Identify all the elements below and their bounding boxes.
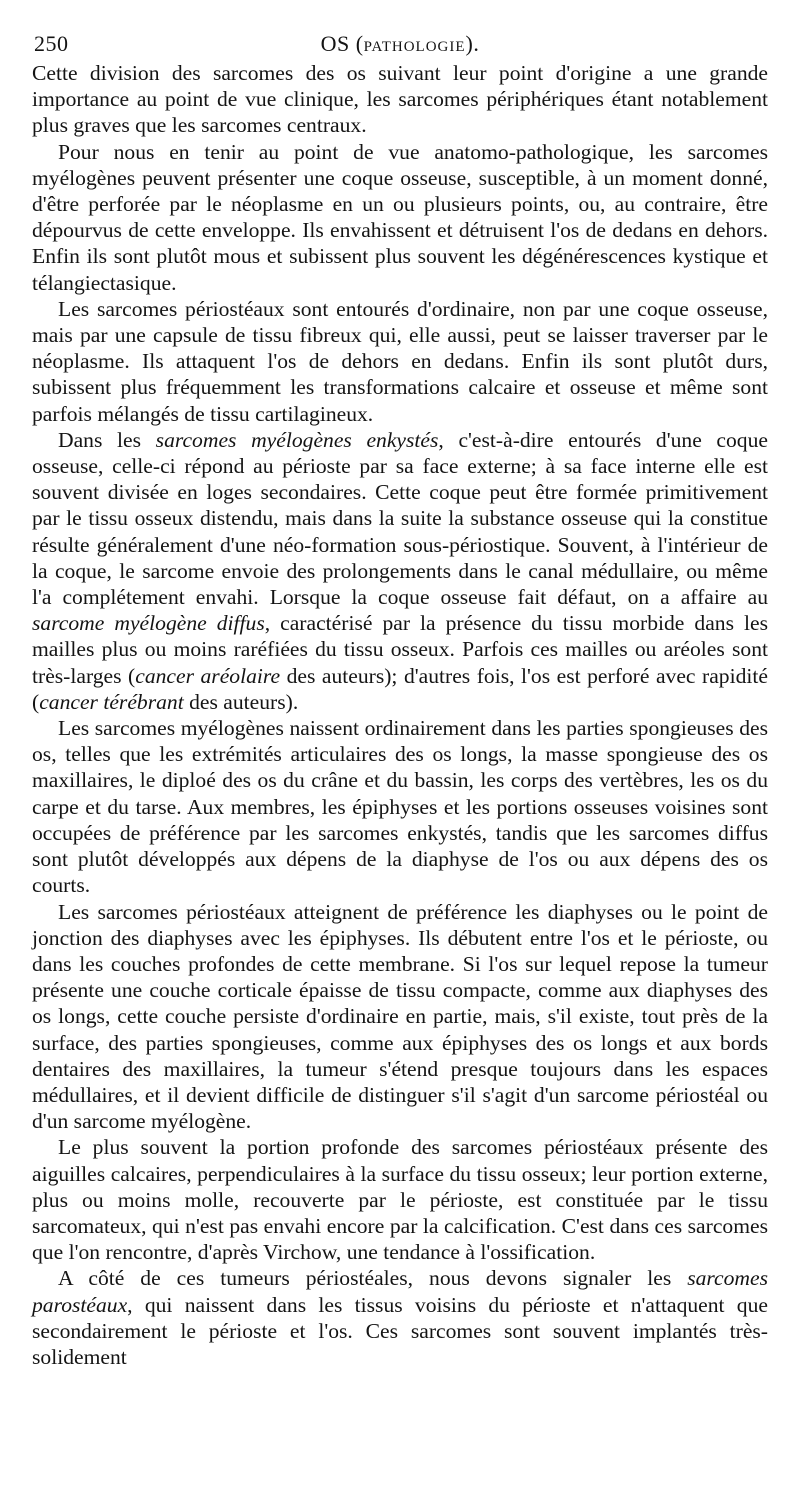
paragraph-text: Cette division des sarcomes des os suivant leur point d'origine a une grande importance au point de vue clinique, les sarcomes périphériques étant notablement plus graves que les sarcomes centraux.	[32, 61, 768, 138]
paragraph-text: Le plus souvent la portion profonde des sarcomes périostéaux présente des aiguilles calcaires, perpendiculaires à la surface du tissu osseux; leur portion externe, plus ou moins molle, recouverte par le périoste, est constituée par le tissu sarcomateux, qui n'est pas envahi encore par la calcification. C'est dans ces sarcomes que l'on rencontre, d'après Virchow, une tendance à l'ossification.	[32, 1135, 768, 1265]
paragraph-text: , caractérisé par la présence du tissu morbide dans les mailles plus ou moins raréfiées du tissu osseux. Parfois ces mailles ou aréoles sont très-larges (	[32, 611, 768, 688]
body-text	[32, 60, 768, 1370]
italic-term: sarcomes myélogènes enkystés	[155, 427, 439, 452]
paragraph	[32, 1265, 768, 1370]
paragraph-text: Pour nous en tenir au point de vue anatomo-pathologique, les sarcomes myélogènes peuvent présenter une coque osseuse, susceptible, à un moment donné, d'être perforée par le néoplasme en un ou plusieurs points, ou, au contraire, être dépourvus de cette enveloppe. Ils envahissent et détruisent l'os de dedans en dehors. Enfin ils sont plutôt mous et subissent plus souvent les dégénérescences kystique et télangiectasique.	[32, 139, 768, 295]
paragraph-text: des auteurs); d'autres fois, l'os est perforé avec rapidité (	[32, 663, 768, 714]
paragraph-text: Dans les	[58, 427, 156, 452]
book-page	[32, 28, 768, 1370]
italic-term: cancer aréolaire	[135, 663, 281, 688]
running-title-subtitle: PATHOLOGIE	[363, 39, 466, 55]
paragraph	[32, 296, 768, 427]
paragraph-text: Les sarcomes myélogènes naissent ordinairement dans les parties spongieuses des os, telles que les extrémités articulaires des os longs, la masse spongieuse des os maxillaires, le diploé des os du crâne et du bassin, les corps des vertèbres, les os du carpe et du tarse. Aux membres, les épiphyses et les portions osseuses voisines sont occupées de préférence par les sarcomes enkystés, tandis que les sarcomes diffus sont plutôt développés aux dépens de la diaphyse de l'os ou aux dépens des os courts.	[32, 716, 768, 898]
italic-term: sarcome myélogène diffus	[32, 611, 265, 636]
paragraph	[32, 899, 768, 1135]
running-title-end: ).	[465, 31, 480, 56]
paragraph	[32, 139, 768, 296]
paragraph-text: , qui naissent dans les tissus voisins du périoste et n'attaquent que secondairement le périoste et l'os. Ces sarcomes sont souvent implantés très-solidement	[32, 1292, 768, 1369]
paragraph-text: A côté de ces tumeurs périostéales, nous devons signaler les	[58, 1266, 688, 1291]
running-title	[32, 28, 768, 63]
running-head	[32, 28, 768, 60]
paragraph	[32, 1134, 768, 1265]
paragraph-text: Les sarcomes périostéaux atteignent de préférence les diaphyses ou le point de jonction des diaphyses avec les épiphyses. Ils débutent entre l'os et le périoste, ou dans les couches profondes de cette membrane. Si l'os sur lequel repose la tumeur présente une couche corticale épaisse de tissu compacte, comme aux diaphyses des os longs, cette couche persiste d'ordinaire en partie, mais, s'il existe, tout près de la surface, des parties spongieuses, comme aux épiphyses des os longs et aux bords dentaires des maxillaires, la tumeur s'étend presque toujours dans les espaces médullaires, et il devient difficile de distinguer s'il s'agit d'un sarcome périostéal ou d'un sarcome myélogène.	[32, 899, 768, 1134]
page-number: 250	[34, 31, 69, 56]
italic-term: cancer térébrant	[39, 689, 184, 714]
paragraph	[32, 715, 768, 898]
italic-term: sarcomes parostéaux	[32, 1266, 768, 1317]
paragraph-text: Les sarcomes périostéaux sont entourés d'ordinaire, non par une coque osseuse, mais par une capsule de tissu fibreux qui, elle aussi, peut se laisser traverser par le néoplasme. Ils attaquent l'os de dehors en dedans. Enfin ils sont plutôt durs, subissent plus fréquemment les transformations calcaire et osseuse et même sont parfois mélangés de tissu cartilagineux.	[32, 296, 768, 426]
paragraph-text: des auteurs).	[183, 689, 299, 714]
paragraph	[32, 60, 768, 139]
running-title-main: OS (	[320, 31, 364, 56]
paragraph	[32, 427, 768, 715]
paragraph-text: , c'est-à-dire entourés d'une coque osseuse, celle-ci répond au périoste par sa face externe; à sa face interne elle est souvent divisée en loges secondaires. Cette coque peut être formée primitivement par le tissu osseux distendu, mais dans la suite la substance osseuse qui la constitue résulte généralement d'une néo-formation sous-périostique. Souvent, à l'intérieur de la coque, le sarcome envoie des prolongements dans le canal médullaire, ou même l'a complétement envahi. Lorsque la coque osseuse fait défaut, on a affaire au	[32, 427, 768, 610]
